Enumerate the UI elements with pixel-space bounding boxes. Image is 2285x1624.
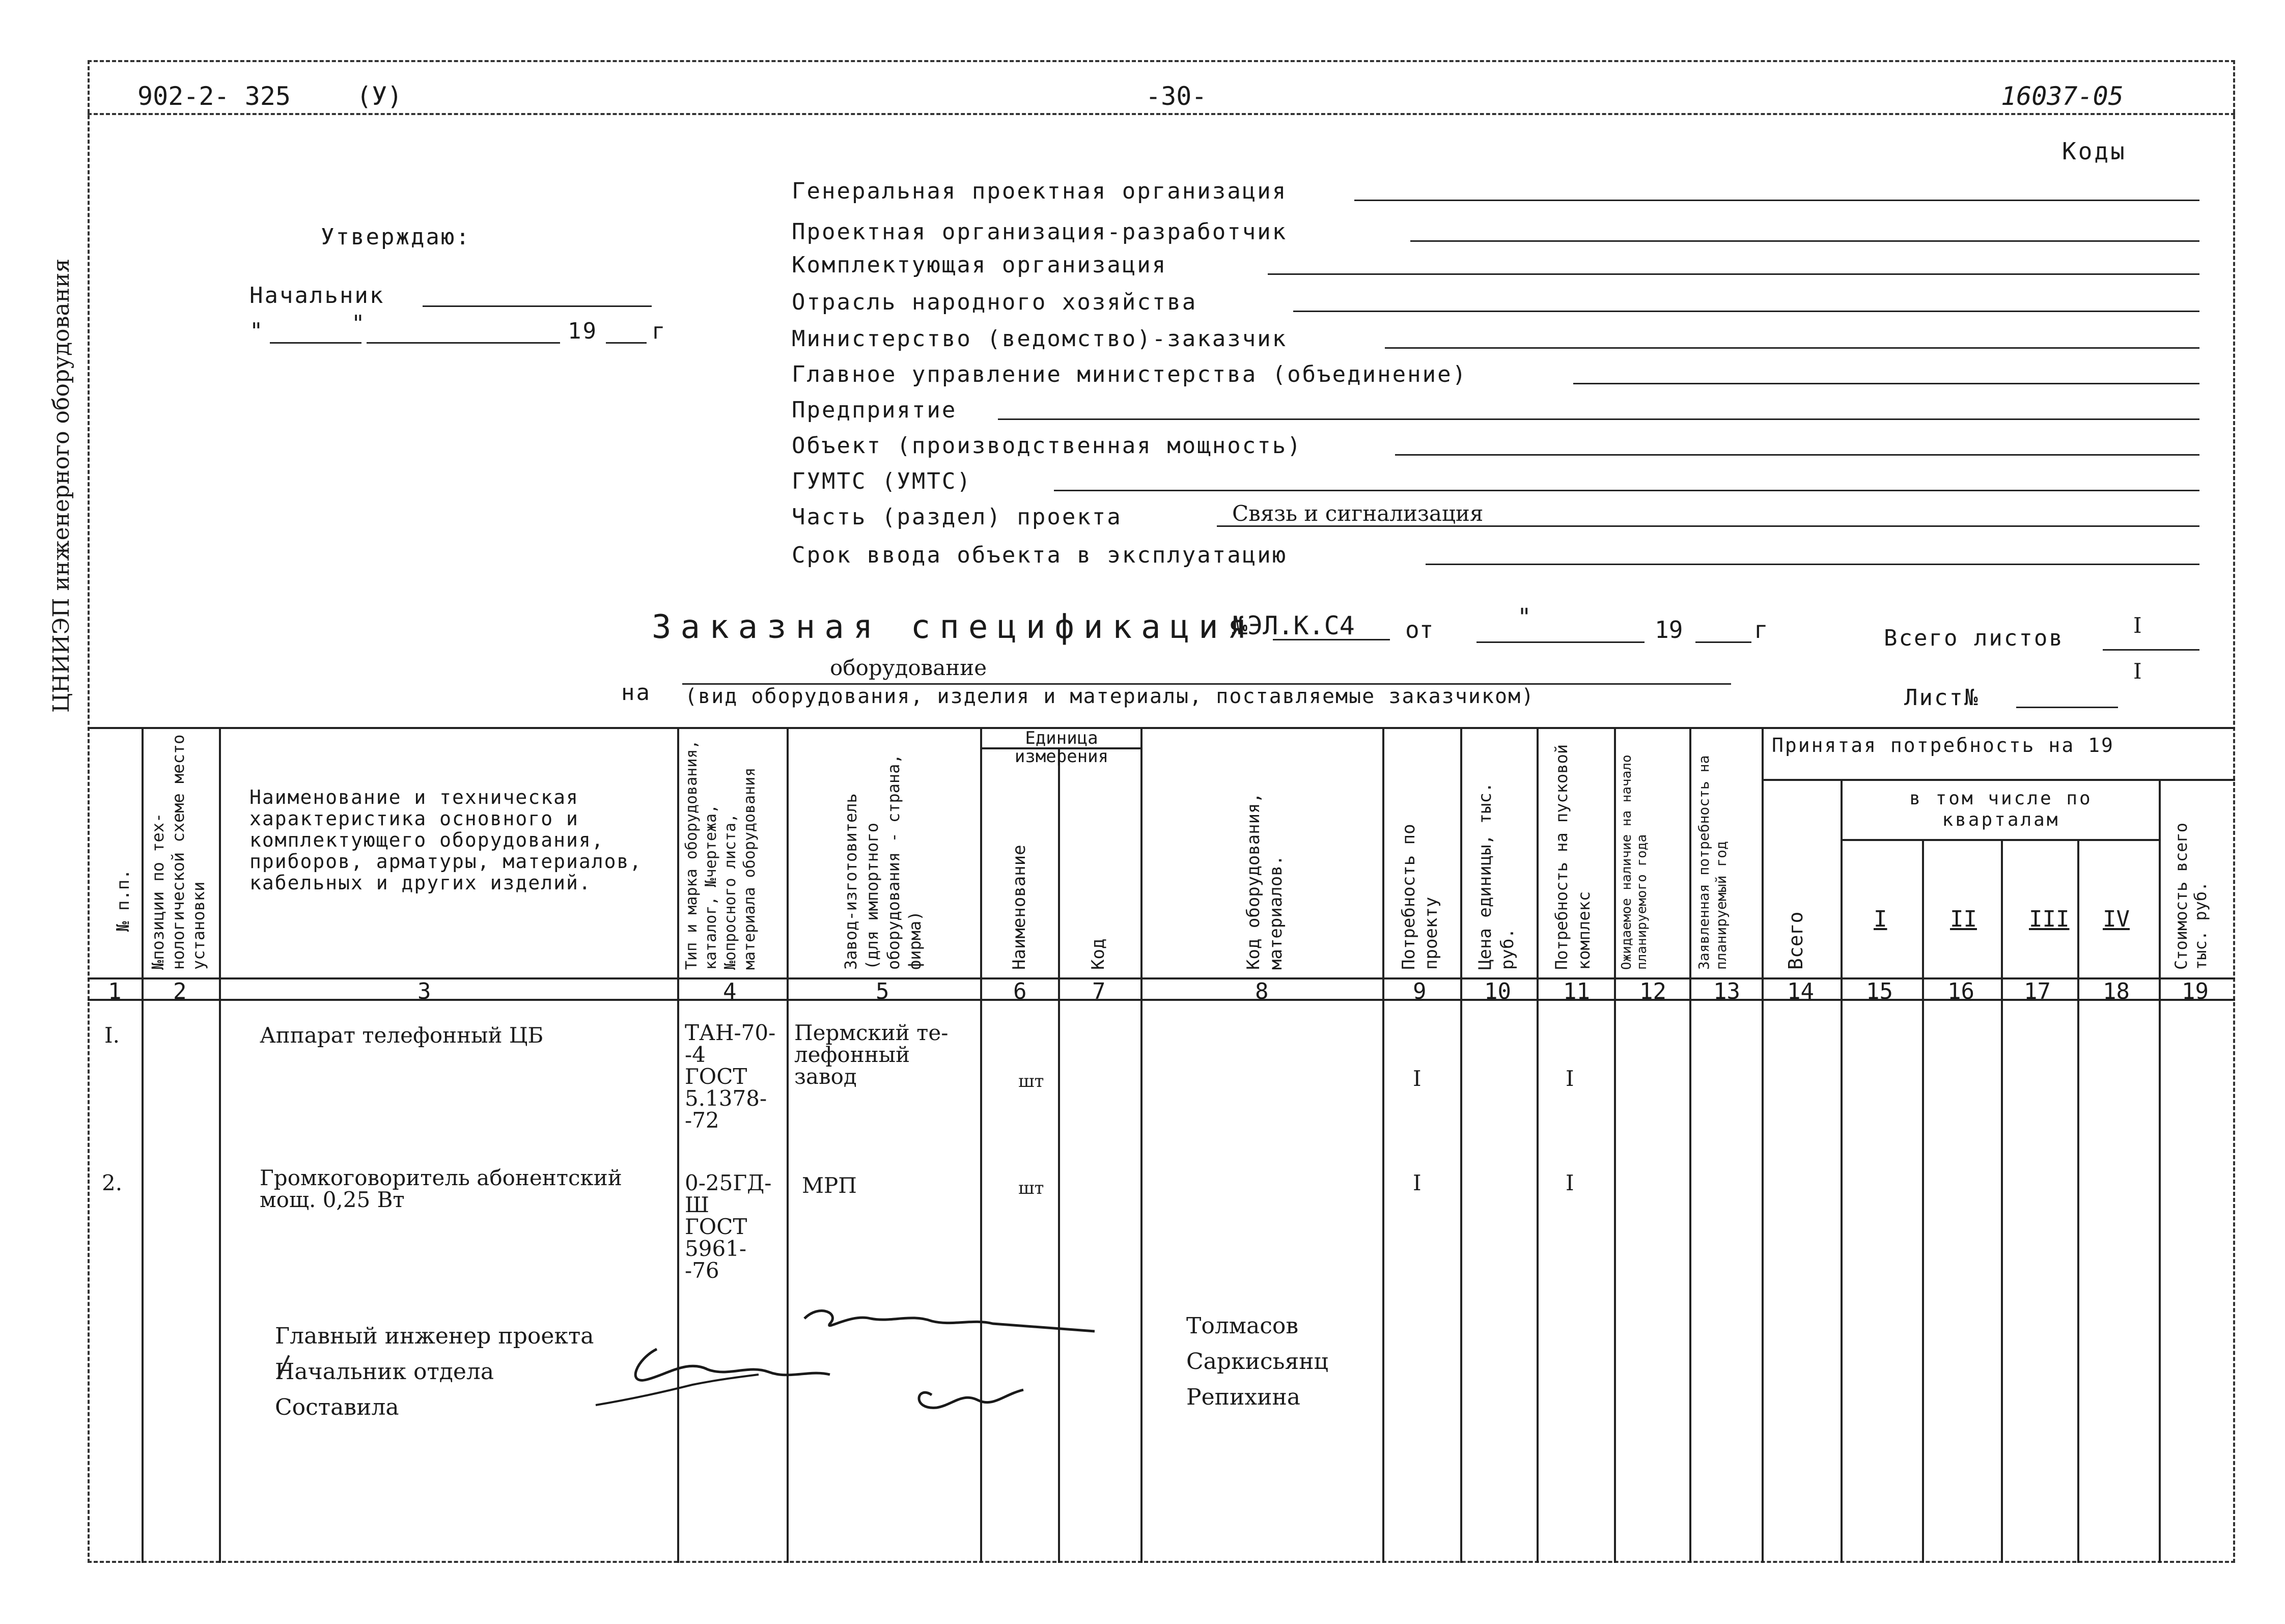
codes-label: Коды bbox=[2062, 137, 2127, 165]
org-complect-line bbox=[1268, 273, 2199, 275]
org-ministry-label: Министерство (ведомство)-заказчик bbox=[792, 326, 1288, 352]
spec-number: №ЭЛ.К.С4 bbox=[1232, 611, 1355, 640]
approve-month-line bbox=[367, 342, 560, 344]
spec-on-caption: (вид оборудования, изделия и материалы, поставляемые заказчиком) bbox=[685, 685, 1535, 708]
col-line-16 bbox=[2001, 839, 2003, 1563]
row-qty-startup: I bbox=[1566, 1170, 1574, 1195]
row-maker-line: МРП bbox=[802, 1173, 857, 1198]
approve-date-close: " bbox=[351, 311, 367, 337]
column-number: 18 bbox=[2103, 978, 2130, 1004]
spec-number-line bbox=[1273, 639, 1390, 640]
column-number: 5 bbox=[876, 978, 889, 1004]
column-number: 8 bbox=[1255, 978, 1269, 1004]
sheet-label: Лист№ bbox=[1904, 685, 1980, 711]
row-number: I. bbox=[104, 1023, 120, 1048]
signature-name: Толмасов bbox=[1186, 1313, 1299, 1339]
row-type-line: -4 bbox=[685, 1042, 706, 1067]
signature-role: Составила bbox=[275, 1394, 399, 1420]
accepted-group-label: Принятая потребность на 19 bbox=[1772, 734, 2114, 757]
row-maker-line: завод bbox=[794, 1064, 857, 1089]
col-line-12 bbox=[1689, 727, 1691, 1563]
row-type-line: 5961- bbox=[685, 1236, 747, 1261]
row-name: Аппарат телефонный ЦБ bbox=[260, 1023, 544, 1048]
column-number: 17 bbox=[2024, 978, 2051, 1004]
col-head-14: Всего bbox=[1785, 911, 1807, 970]
col-head-8: Код оборудования, материалов. bbox=[1243, 793, 1286, 970]
row-qty-startup: I bbox=[1566, 1066, 1574, 1091]
col-head-3: Наименование и техническая характеристика основного и комплектующего оборудования, приборов, арматуры, материалов, кабельных и других изделий. bbox=[249, 786, 643, 894]
col-line-15 bbox=[1922, 839, 1924, 1563]
signature-role: Начальник отдела bbox=[275, 1359, 494, 1385]
column-number: 6 bbox=[1013, 978, 1027, 1004]
org-ministry-line bbox=[1385, 347, 2199, 349]
org-enterprise-label: Предприятие bbox=[792, 397, 957, 423]
signature-name: Саркисьянц bbox=[1186, 1349, 1328, 1375]
col-line-10 bbox=[1537, 727, 1539, 1563]
row-type-line: ГОСТ bbox=[685, 1064, 747, 1089]
header-bottom bbox=[88, 977, 2235, 979]
col-head-6: Наименование bbox=[1009, 845, 1029, 970]
row-type-line: 0-25ГД- bbox=[685, 1170, 772, 1195]
org-main-dept-label: Главное управление министерства (объединение) bbox=[792, 361, 1468, 387]
col-head-16: II bbox=[1950, 906, 1977, 932]
spec-quote: " bbox=[1517, 603, 1531, 631]
page-number: -30- bbox=[1146, 81, 1207, 111]
row-qty-project: I bbox=[1413, 1170, 1422, 1195]
signature-stroke bbox=[635, 1349, 830, 1380]
quarters-group-divider bbox=[1841, 839, 2159, 841]
col-line-18 bbox=[2159, 779, 2161, 1563]
row-type-line: -72 bbox=[685, 1108, 719, 1133]
signature-stroke bbox=[596, 1375, 759, 1405]
org-object-label: Объект (производственная мощность) bbox=[792, 433, 1302, 459]
table-top bbox=[88, 727, 2235, 729]
approve-day-line bbox=[270, 342, 361, 344]
col-head-13: Заявленная потребность на планируемый год bbox=[1695, 755, 1730, 970]
org-branch-label: Отрасль народного хозяйства bbox=[792, 289, 1197, 315]
spec-on-value: оборудование bbox=[830, 655, 987, 680]
row-maker-line: лефонный bbox=[794, 1042, 910, 1067]
column-number: 4 bbox=[723, 978, 737, 1004]
spec-year-suffix: г bbox=[1754, 616, 1768, 643]
doc-variant: (У) bbox=[356, 81, 403, 111]
quarters-group-label: в том числе по кварталам bbox=[1909, 788, 2093, 830]
col-head-18: IV bbox=[2103, 906, 2130, 932]
doc-number: 902-2- 325 bbox=[137, 81, 291, 111]
column-number: 1 bbox=[108, 978, 122, 1004]
approve-chief-line bbox=[423, 305, 652, 307]
column-number: 16 bbox=[1947, 978, 1974, 1004]
signature-name: Репихина bbox=[1186, 1384, 1300, 1410]
row-type-line: Ш bbox=[685, 1192, 709, 1217]
header-divider bbox=[88, 113, 2235, 115]
column-number: 15 bbox=[1866, 978, 1893, 1004]
org-general-line bbox=[1354, 200, 2199, 201]
col-line-9 bbox=[1460, 727, 1462, 1563]
signature-role: Главный инженер проекта bbox=[275, 1323, 594, 1349]
row-type-line: 5.1378- bbox=[685, 1086, 767, 1111]
row-unit: шт bbox=[1018, 1071, 1044, 1091]
col-head-2: №позиции по тех-нологической схеме место установки bbox=[148, 734, 208, 970]
sidebar-organization: ЦНИИЭП инженерного оборудования bbox=[48, 258, 74, 713]
col-head-11: Потребность на пусковой комплекс bbox=[1552, 744, 1594, 970]
col-line-14 bbox=[1841, 779, 1843, 1563]
column-number: 3 bbox=[417, 978, 431, 1004]
col-line-17 bbox=[2077, 839, 2079, 1563]
approve-year-line bbox=[606, 342, 647, 344]
org-term-label: Срок ввода объекта в эксплуатацию bbox=[792, 542, 1288, 568]
approve-year: 19 bbox=[568, 318, 598, 344]
spec-year: 19 bbox=[1655, 616, 1683, 643]
col-line-2 bbox=[219, 727, 221, 1563]
archive-number: 16037-05 bbox=[2001, 81, 2124, 111]
org-complect-label: Комплектующая организация bbox=[792, 252, 1167, 278]
sheet-value: I bbox=[2133, 659, 2142, 684]
row-name-line: мощ. 0,25 Вт bbox=[260, 1187, 405, 1212]
col-head-9: Потребность по проекту bbox=[1399, 824, 1441, 970]
row-maker-line: Пермский те- bbox=[794, 1020, 949, 1045]
org-gumts-label: ГУМТС (УМТС) bbox=[792, 468, 972, 494]
approve-year-suffix: г bbox=[652, 318, 667, 344]
org-general-label: Генеральная проектная организация bbox=[792, 178, 1288, 204]
total-sheets-value: I bbox=[2133, 613, 2142, 638]
spec-title: Заказная спецификация bbox=[652, 608, 1257, 646]
org-object-line bbox=[1395, 454, 2199, 456]
col-head-7: Код bbox=[1088, 938, 1108, 970]
col-head-10: Цена единицы, тыс. руб. bbox=[1475, 782, 1518, 970]
row-name-line: Громкоговоритель абонентский bbox=[260, 1165, 622, 1190]
org-section-line bbox=[1217, 525, 2199, 527]
unit-group-label: Единица измерения bbox=[1014, 728, 1109, 767]
col-line-11 bbox=[1614, 727, 1616, 1563]
column-number: 14 bbox=[1787, 978, 1814, 1004]
column-number: 12 bbox=[1639, 978, 1666, 1004]
org-section-value: Связь и сигнализация bbox=[1232, 501, 1484, 526]
org-developer-label: Проектная организация-разработчик bbox=[792, 219, 1288, 245]
column-number: 19 bbox=[2182, 978, 2209, 1004]
col-line-8 bbox=[1382, 727, 1384, 1563]
col-head-15: I bbox=[1874, 906, 1887, 932]
approve-title: Утверждаю: bbox=[321, 224, 471, 250]
spec-from: от bbox=[1405, 616, 1434, 643]
org-developer-line bbox=[1410, 240, 2199, 242]
column-number: 9 bbox=[1413, 978, 1427, 1004]
col-head-12: Ожидаемое наличие на начало планируемого года bbox=[1619, 754, 1650, 970]
row-type-line: -76 bbox=[685, 1258, 719, 1283]
org-section-label: Часть (раздел) проекта bbox=[792, 504, 1122, 530]
col-line-1 bbox=[142, 727, 144, 1563]
column-number: 7 bbox=[1092, 978, 1106, 1004]
column-number: 11 bbox=[1563, 978, 1590, 1004]
org-branch-line bbox=[1293, 311, 2199, 312]
column-number: 10 bbox=[1484, 978, 1511, 1004]
handwritten-signatures bbox=[586, 1283, 1196, 1451]
sheet-line bbox=[2016, 707, 2118, 708]
column-numbers-bottom bbox=[88, 999, 2235, 1001]
row-number: 2. bbox=[102, 1170, 123, 1195]
org-enterprise-line bbox=[998, 418, 2199, 420]
column-number: 2 bbox=[173, 978, 187, 1004]
accepted-group-divider bbox=[1762, 779, 2235, 781]
spec-year-line bbox=[1695, 641, 1751, 643]
col-head-5: Завод-изготовитель (для импортного оборудования - страна, фирма) bbox=[841, 754, 925, 970]
signature-stroke bbox=[919, 1390, 1023, 1408]
col-head-17: III bbox=[2029, 906, 2070, 932]
col-head-4: Тип и марка оборудования, каталог, №чертежа, №опросного листа, материала оборудования bbox=[683, 740, 759, 970]
col-head-19: Стоимость всего тыс. руб. bbox=[2171, 823, 2210, 970]
col-line-13 bbox=[1762, 727, 1764, 1563]
col-head-1: № п.п. bbox=[113, 869, 133, 932]
spec-on-label: на bbox=[621, 680, 651, 706]
row-qty-project: I bbox=[1413, 1066, 1422, 1091]
approve-chief-label: Начальник bbox=[249, 283, 385, 309]
org-term-line bbox=[1426, 564, 2199, 565]
approve-date-open: " bbox=[249, 318, 265, 344]
org-gumts-line bbox=[1054, 490, 2199, 491]
row-type-line: ТАН-70- bbox=[685, 1020, 776, 1045]
total-sheets-label: Всего листов bbox=[1884, 625, 2064, 651]
row-type-line: ГОСТ bbox=[685, 1214, 747, 1239]
total-sheets-line bbox=[2103, 649, 2199, 651]
row-unit: шт bbox=[1018, 1178, 1044, 1198]
spec-date-line bbox=[1476, 641, 1645, 643]
org-main-dept-line bbox=[1573, 383, 2199, 384]
signature-stroke bbox=[804, 1311, 1095, 1331]
column-number: 13 bbox=[1713, 978, 1740, 1004]
